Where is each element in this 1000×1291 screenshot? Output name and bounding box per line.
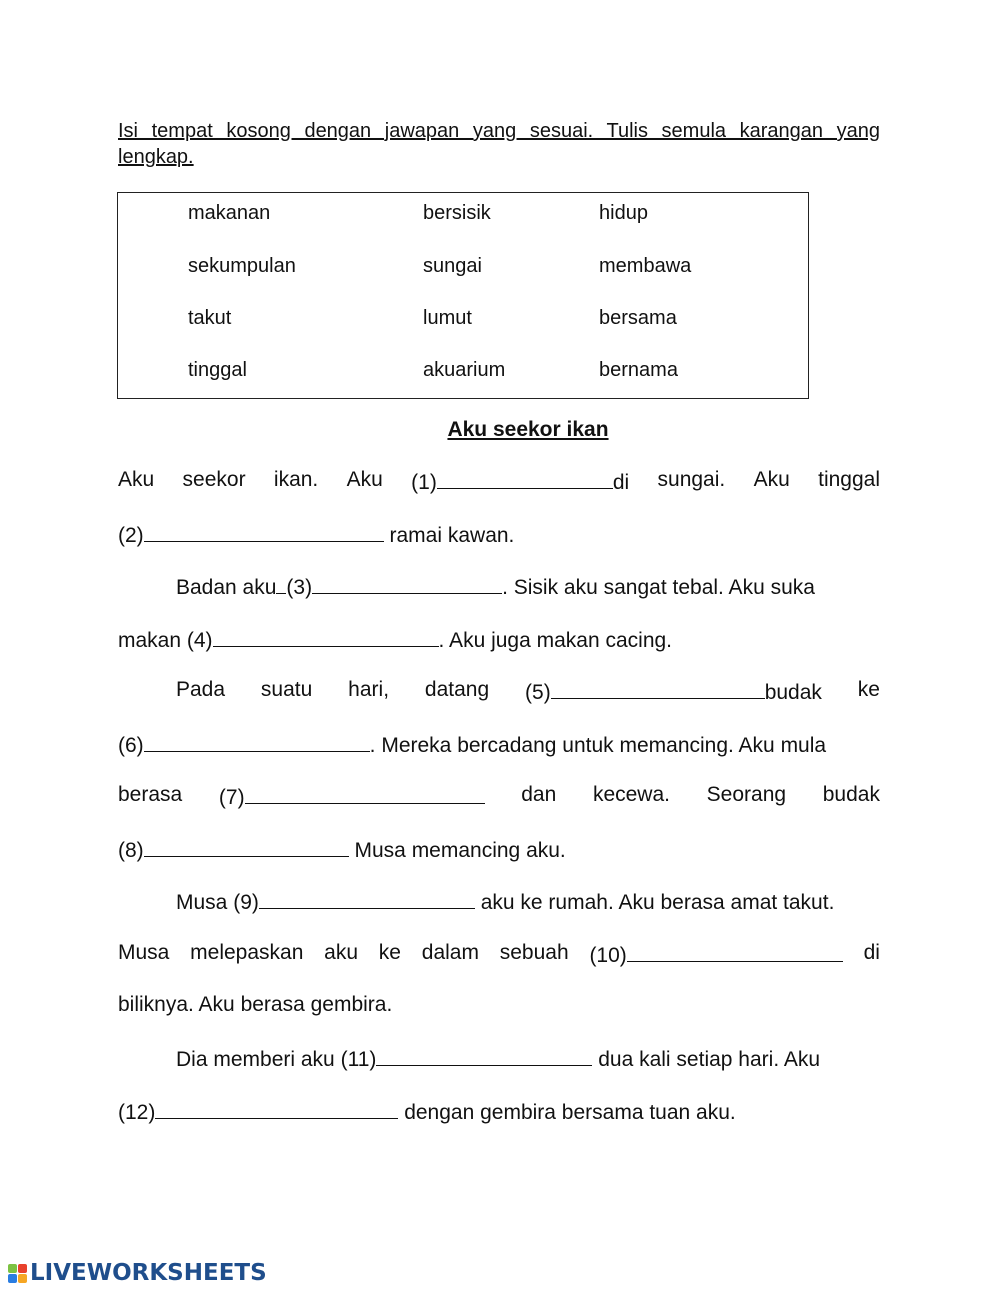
blank-2[interactable] xyxy=(118,524,384,547)
blank-3[interactable] xyxy=(276,576,502,599)
blank-number: (6) xyxy=(118,734,144,757)
blank-number: (10) xyxy=(589,944,627,967)
story-word: sungai. xyxy=(657,468,726,491)
story-word: Pada xyxy=(176,678,226,701)
story-word: ke xyxy=(378,941,401,964)
word-bank-item: akuarium xyxy=(423,359,506,381)
blank-7[interactable] xyxy=(219,781,485,809)
story-word: Aku xyxy=(753,468,790,491)
logo-grid-icon xyxy=(8,1264,27,1283)
story-word: ke xyxy=(857,678,880,701)
story-line-11 xyxy=(118,991,880,1019)
blank-number: (8) xyxy=(118,839,144,862)
story-text: biliknya. Aku berasa gembira. xyxy=(118,993,393,1016)
blank-4[interactable] xyxy=(181,629,439,652)
story-word: dan xyxy=(521,783,557,806)
story-line-9 xyxy=(176,886,880,914)
blank-number: (9) xyxy=(233,891,259,914)
blank-number: (12) xyxy=(118,1101,156,1124)
blank-number: (2) xyxy=(118,524,144,547)
logo-text: LIVEWORKSHEETS xyxy=(30,1260,267,1286)
story-text: Musa xyxy=(176,891,228,914)
word-bank-item: takut xyxy=(188,307,232,329)
blank-6[interactable] xyxy=(118,734,370,757)
story-text: dua kali setiap hari. Aku xyxy=(598,1048,821,1071)
story-line-5 xyxy=(176,676,880,704)
story-word: budak xyxy=(764,681,822,704)
story-word: Musa xyxy=(118,941,170,964)
story-line-8 xyxy=(118,834,880,862)
story-text: makan xyxy=(118,629,182,652)
blank-5[interactable] xyxy=(525,676,822,704)
story-text: . Aku juga makan cacing. xyxy=(438,629,673,652)
story-word: berasa xyxy=(118,783,183,806)
story-word: tinggal xyxy=(818,468,880,491)
blank-number: (5) xyxy=(525,681,551,704)
blank-1[interactable] xyxy=(411,466,629,494)
story-word: budak xyxy=(822,783,880,806)
story-line-4 xyxy=(118,624,880,652)
story-word: Aku xyxy=(346,468,383,491)
blank-10[interactable] xyxy=(589,939,842,967)
story-text: . Mereka bercadang untuk memancing. Aku mula xyxy=(369,734,827,757)
word-bank-item: tinggal xyxy=(188,359,247,381)
blank-8[interactable] xyxy=(118,839,349,862)
blank-11[interactable] xyxy=(341,1048,593,1071)
story-word: datang xyxy=(424,678,490,701)
story-text: ramai kawan. xyxy=(383,524,515,547)
story-line-1 xyxy=(118,466,880,494)
word-bank-item: lumut xyxy=(423,307,472,329)
blank-number: (7) xyxy=(218,786,245,809)
story-word: aku xyxy=(324,941,359,964)
story-word: dalam xyxy=(421,941,479,964)
blank-number: (11) xyxy=(340,1048,377,1071)
story-text: Dia memberi aku xyxy=(176,1048,335,1071)
story-word: Aku xyxy=(118,468,155,491)
story-word: sebuah xyxy=(499,941,569,964)
story-word: di xyxy=(863,941,880,964)
word-bank-item: bersisik xyxy=(423,202,491,224)
blank-12[interactable] xyxy=(118,1101,398,1124)
blank-9[interactable] xyxy=(233,891,475,914)
word-bank-item: sungai xyxy=(423,255,482,277)
story-word: Seorang xyxy=(706,783,787,806)
word-bank-item: hidup xyxy=(599,202,648,224)
story-line-2 xyxy=(118,519,880,547)
story-text: Badan aku xyxy=(176,576,277,599)
story-line-13 xyxy=(118,1096,880,1124)
story-line-10 xyxy=(118,939,880,967)
word-bank-item: membawa xyxy=(599,255,692,277)
story-line-3 xyxy=(176,571,880,599)
blank-number: (3) xyxy=(286,576,313,599)
story-word: ikan. xyxy=(273,468,319,491)
story-word: di xyxy=(612,471,630,494)
story-text: aku ke rumah. Aku berasa amat takut. xyxy=(480,891,835,914)
story-line-12 xyxy=(176,1043,880,1071)
story-title: Aku seekor ikan xyxy=(447,418,609,441)
story-text: Musa memancing aku. xyxy=(348,839,566,862)
blank-number: (1) xyxy=(411,471,437,494)
story-word: hari, xyxy=(348,678,390,701)
story-text: . Sisik aku sangat tebal. Aku suka xyxy=(502,576,815,599)
instruction-text: Isi tempat kosong dengan jawapan yang sesuai. Tulis semula karangan yang lengkap. xyxy=(118,120,880,168)
story-line-6 xyxy=(118,729,880,757)
story-word: seekor xyxy=(182,468,246,491)
word-bank-item: makanan xyxy=(188,202,271,224)
word-bank-item: bersama xyxy=(599,307,677,329)
story-line-7 xyxy=(118,781,880,809)
word-bank-box xyxy=(117,192,809,399)
liveworksheets-logo xyxy=(8,1258,267,1288)
story-word: kecewa. xyxy=(592,783,670,806)
story-word: suatu xyxy=(260,678,313,701)
story-text: dengan gembira bersama tuan aku. xyxy=(398,1101,736,1124)
word-bank-item: bernama xyxy=(599,359,678,381)
story-word: melepaskan xyxy=(190,941,304,964)
blank-number: (4) xyxy=(186,629,213,652)
word-bank-item: sekumpulan xyxy=(188,255,296,277)
